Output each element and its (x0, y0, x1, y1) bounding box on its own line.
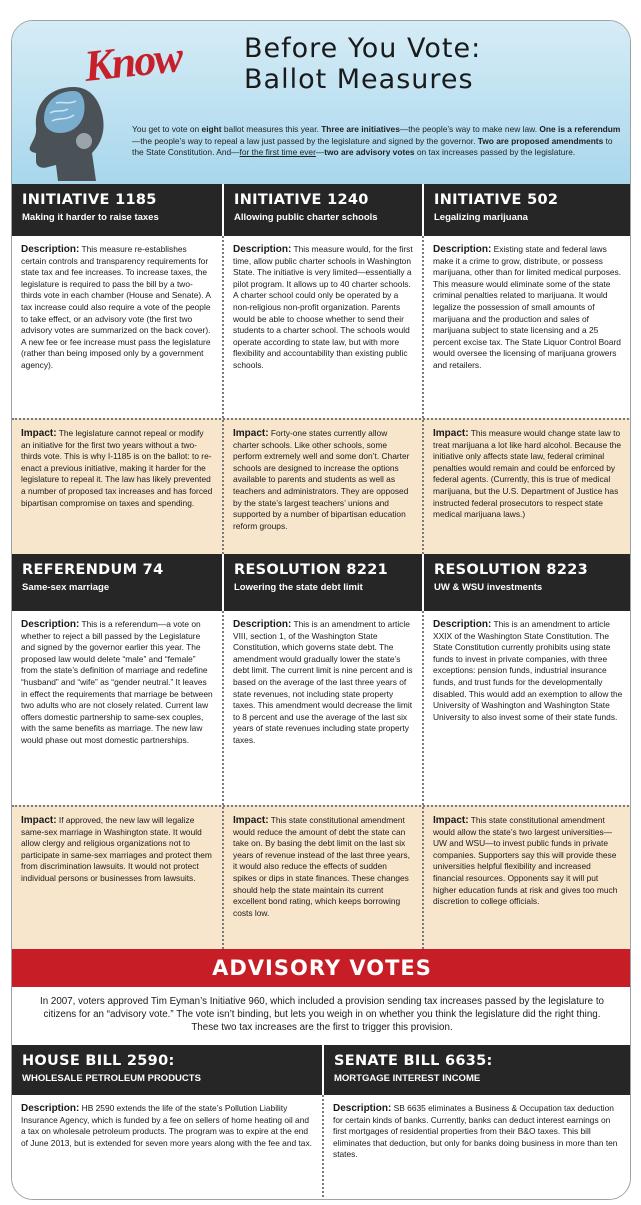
description-label: Description: (21, 244, 80, 255)
referendum-resolutions-title-bar (12, 554, 631, 611)
page-title (244, 33, 624, 95)
intro-text: —the people’s way to repeal a law just passed by the legislature and signed by the governor. (132, 135, 478, 146)
intro-emphasis: Two are proposed amendments (477, 135, 604, 146)
impact-cell (422, 807, 631, 949)
impact-cell (422, 420, 631, 554)
description-text: Existing state and federal laws make it a crime to grow, distribute, or possess marijuana, other than for limited medical purposes. This measure would eliminate some of the state criminal penalties related to marijuana. It would legalize the possession of small amounts of marijuana and the production and sales of marijuana subject to state licensing and a 25 percent excise tax. The State Liquor Control Board would oversee the licensing of marijuana growers and retailers. (433, 244, 622, 370)
intro-text: You get to vote on (132, 124, 202, 134)
measure-title: RESOLUTION 8221 (234, 562, 388, 578)
description-text: This is a referendum—a vote on whether to reject a bill passed by the Legislature and signed by the governor earlier this year. The proposed law would delete “male” and “female” from the state’s definition of marriage and redefine “husband” and “wife” as “gender neutral.” It leaves in effect the requirements that marriage be between two adults who are not closely related. Current law offers domestic partnership to same-sex couples, with the same benefits as marriage. The new law would phase out most domestic partnerships. (21, 619, 213, 745)
bill-subtitle: MORTGAGE INTEREST INCOME (334, 1073, 481, 1084)
initiatives-impact-row (12, 418, 631, 554)
description-text: This measure re-establishes certain controls and transparency requirements for state tax and fee increases. To increase taxes, the legislature is required to pass the bill by a two-thirds vote in each chamber (House and Senate). A tax increase could also require a vote of the people to take effect, or an advisory vote (the first two advisory votes are summarized on the back cover). A new fee or fee increase must pass the legislature (rather than being imposed only by a government agency). (21, 244, 211, 370)
description-text: HB 2590 extends the life of the state’s Pollution Liability Insurance Agency, which is funded by a fee on sellers of home heating oil and a tax on wholesale petroleum products. The program was to expire at the end of June 2013, but is extended for seven more years along with the fee and tax. (21, 1103, 312, 1148)
bill-title: SENATE BILL 6635: (334, 1053, 493, 1069)
impact-cell (12, 807, 222, 949)
impact-cell (222, 420, 422, 554)
description-cell (12, 1095, 322, 1200)
description-cell (222, 236, 422, 418)
intro-text: — (315, 147, 325, 157)
description-text: This is an amendment to article VIII, section 1, of the Washington State Constitution, which governs state debt. The amendment would gradually lower the state’s debt limit. The current limit is nine percent and is based on the average of the last three years of state revenues, not including state property taxes. This amendment would decrease the limit to 8 percent and use the average of the last six years of state revenues including state property taxes. (233, 619, 413, 745)
impact-text: Forty-one states currently allow charter schools. Like other schools, some perform extremely well and some don’t. Charter schools are designed to increase the options available to parents and students as well as teachers and administrators. They are opposed by the state’s largest teachers’ unions and supported by a number of bipartisan education reform groups. (233, 428, 410, 531)
impact-label: Impact: (233, 815, 269, 826)
referendum-resolutions-impact-row (12, 805, 631, 949)
description-cell (422, 611, 631, 805)
description-label: Description: (233, 244, 292, 255)
voter-guide-poster (11, 20, 631, 1200)
impact-label: Impact: (233, 428, 269, 439)
measure-heading (12, 184, 222, 236)
bill-title: HOUSE BILL 2590: (22, 1053, 175, 1069)
measure-heading (422, 554, 631, 611)
impact-label: Impact: (21, 815, 57, 826)
description-label: Description: (21, 1103, 80, 1114)
description-text: This is an amendment to article XXIX of the Washington State Constitution. The State Constitution currently prohibits using state funds to invest in private companies, with three exceptions: pension funds, industrial insurance funds, and trust funds for the developmentally disabled. This would add an exemption to allow the University of Washington and Washington State University to also invest some of their state funds. (433, 619, 623, 722)
measure-title: INITIATIVE 502 (434, 192, 559, 208)
description-cell (322, 1095, 631, 1200)
description-label: Description: (21, 619, 80, 630)
title-line-2: Ballot Measures (244, 64, 474, 95)
referendum-resolutions-description-row (12, 611, 631, 805)
know-logo: Know (81, 32, 184, 91)
intro-emphasis: Three are initiatives (321, 124, 400, 134)
description-cell (12, 236, 222, 418)
description-cell (222, 611, 422, 805)
title-line-1: Before You Vote: (244, 33, 482, 64)
impact-cell (12, 420, 222, 554)
measure-title: INITIATIVE 1185 (22, 192, 157, 208)
measure-heading (222, 184, 422, 236)
impact-label: Impact: (433, 815, 469, 826)
measure-subtitle: Same-sex marriage (22, 582, 110, 593)
impact-label: Impact: (21, 428, 57, 439)
intro-emphasis: eight (201, 124, 222, 134)
intro-emphasis: One is a referendum (539, 124, 621, 134)
initiatives-title-bar (12, 184, 631, 236)
measure-subtitle: Making it harder to raise taxes (22, 212, 159, 223)
advisory-intro-text: In 2007, voters approved Tim Eyman’s Initiative 960, which included a provision sending tax increases passed by the legislature to citizens for an “advisory vote.” The vote isn’t binding, but lets you weigh in on whether you think the legislature did the right thing. These two tax increases are the first to trigger this provision. (39, 996, 604, 1034)
bill-heading (322, 1045, 631, 1095)
bill-heading (12, 1045, 322, 1095)
description-text: SB 6635 eliminates a Business & Occupation tax deduction for certain kinds of banks. Currently, banks can deduct interest earnings on first mortgages of residential properties from their B&O taxes. This bill eliminates that deduction, but only for banks doing business in more than ten states. (333, 1103, 618, 1160)
measure-subtitle: Lowering the state debt limit (234, 582, 363, 593)
description-text: This measure would, for the first time, allow public charter schools in Washington State. The initiative is very limited—essentially a pilot program. It allows up to 40 charter schools. A charter school could only be operated by a non-religious non-profit organization. Parents would be able to choose whether to send their students to a charter school. The schools would operate according to state law, but with more flexibility and accountability than existing public schools. (233, 244, 413, 370)
measure-title: REFERENDUM 74 (22, 562, 164, 578)
measure-subtitle: Allowing public charter schools (234, 212, 378, 223)
intro-text: —the people’s way to make new law. (399, 124, 540, 134)
intro-text: ballot measures this year. (221, 124, 322, 134)
measure-title: RESOLUTION 8223 (434, 562, 588, 578)
header-banner (12, 21, 631, 184)
intro-paragraph (132, 124, 622, 159)
intro-underline: for the first time ever (239, 147, 316, 157)
advisory-bills-description-row (12, 1095, 631, 1200)
measure-heading (12, 554, 222, 611)
intro-emphasis: two are advisory votes (324, 147, 415, 157)
description-label: Description: (333, 1103, 392, 1114)
intro-text: to the State Constitution. And— (132, 135, 613, 157)
measure-subtitle: Legalizing marijuana (434, 212, 528, 223)
head-silhouette-icon (26, 83, 106, 183)
description-cell (422, 236, 631, 418)
measure-heading (222, 554, 422, 611)
impact-text: This measure would change state law to treat marijuana a lot like hard alcohol. Because the initiative only affects state law, federal criminal penalties would remain and could be enforced by federal agents. (Currently, this is true of medical marijuana, but the U.S. Department of Justice has instructed federal prosecutors to respect state medical marijuana laws.) (433, 428, 622, 520)
impact-cell (222, 807, 422, 949)
advisory-votes-banner: ADVISORY VOTES (11, 949, 631, 987)
measure-heading (422, 184, 631, 236)
impact-text: This state constitutional amendment would reduce the amount of debt the state can take on. By basing the debt limit on the last six years of revenue instead of the last three years, it would also reduce the effects of sudden spikes or dips in state finances. These changes should help the state maintain its current excellent bond rating, which keeps borrowing costs low. (233, 815, 410, 918)
advisory-bills-title-bar (12, 1045, 631, 1095)
measure-subtitle: UW & WSU investments (434, 582, 543, 593)
impact-text: This state constitutional amendment would allow the state’s two largest universities—UW and WSU—to invest public funds in private companies. Supporters say this will provide these universities helpful flexibility and increased financial resources. Opponents say it will put higher education funds at risk and gives too much discretion to college officials. (433, 815, 618, 907)
description-label: Description: (433, 619, 492, 630)
description-label: Description: (433, 244, 492, 255)
impact-text: The legislature cannot repeal or modify an initiative for the first two years without a two-thirds vote. This is why I-1185 is on the ballot: to re-enact a previous initiative, making it harder for the legislature to repeal it. The law has likely prevented a number of proposed tax increases and has forced bipartisan compromise on taxes and spending. (21, 428, 213, 508)
description-label: Description: (233, 619, 292, 630)
impact-label: Impact: (433, 428, 469, 439)
initiatives-description-row (12, 236, 631, 418)
impact-text: If approved, the new law will legalize same-sex marriage in Washington state. It would allow clergy and religious organizations not to participate in same-sex marriages and protect them from discrimination lawsuits. It would not protect individual persons or businesses from lawsuits. (21, 815, 212, 883)
measure-title: INITIATIVE 1240 (234, 192, 369, 208)
bill-subtitle: WHOLESALE PETROLEUM PRODUCTS (22, 1073, 201, 1084)
description-cell (12, 611, 222, 805)
intro-text: on tax increases passed by the legislature. (414, 147, 576, 157)
